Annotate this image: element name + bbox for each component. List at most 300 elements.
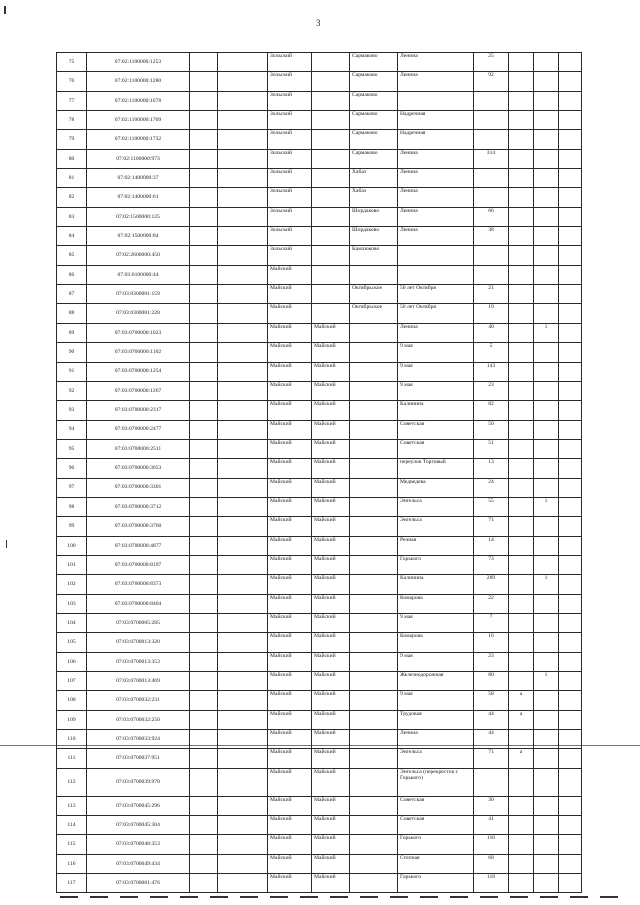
house-number: 41 [474, 816, 509, 835]
street: Ленина [398, 730, 474, 749]
locality: Майский [312, 420, 350, 439]
house-letter: а [509, 749, 534, 768]
cadastral-number: 07:03:0700000:3760 [87, 517, 190, 536]
table-row [57, 420, 582, 439]
district: Майский [268, 874, 312, 893]
table-row [57, 91, 582, 110]
house-number: 143 [474, 362, 509, 381]
street: Ленина [398, 227, 474, 246]
cadastral-number: 07:03:0700033:924 [87, 730, 190, 749]
empty-cell [190, 91, 218, 110]
street: Горького [398, 555, 474, 574]
house-number [474, 265, 509, 284]
flag-value [534, 730, 559, 749]
district: Майский [268, 478, 312, 497]
locality [312, 149, 350, 168]
cadastral-number: 07:03:0700061:476 [87, 874, 190, 893]
house-letter [509, 459, 534, 478]
cadastral-number: 07:03:0700000:8404 [87, 594, 190, 613]
street: 50 лет Октября [398, 304, 474, 323]
empty-cell [559, 672, 582, 691]
house-number: 82 [474, 401, 509, 420]
house-letter [509, 555, 534, 574]
street: Ленина [398, 53, 474, 72]
cadastral-number: 07:03:0700032:231 [87, 691, 190, 710]
table-row [57, 652, 582, 671]
table-row [57, 816, 582, 835]
district: Майский [268, 816, 312, 835]
table-row [57, 265, 582, 284]
street: Железнодорожная [398, 672, 474, 691]
cadastral-number: 07:03:0700045:304 [87, 816, 190, 835]
empty-cell [190, 246, 218, 265]
house-number: 22 [474, 594, 509, 613]
street: 9 мая [398, 691, 474, 710]
street: 9 мая [398, 613, 474, 632]
village: Октябрьское [350, 304, 398, 323]
table-row [57, 536, 582, 555]
scan-line-bottom [60, 896, 620, 898]
flag-value [534, 169, 559, 188]
empty-cell [218, 439, 268, 458]
house-letter [509, 149, 534, 168]
empty-cell [218, 362, 268, 381]
cadastral-number: 07:03:0700005:285 [87, 613, 190, 632]
row-number: 84 [57, 227, 87, 246]
house-number: 110 [474, 835, 509, 854]
locality: Майский [312, 459, 350, 478]
row-number: 93 [57, 401, 87, 420]
locality [312, 207, 350, 226]
empty-cell [218, 72, 268, 91]
table-row [57, 362, 582, 381]
district: Майский [268, 613, 312, 632]
empty-cell [190, 362, 218, 381]
empty-cell [218, 246, 268, 265]
empty-cell [559, 749, 582, 768]
house-letter [509, 130, 534, 149]
locality [312, 285, 350, 304]
row-number: 116 [57, 854, 87, 873]
house-letter [509, 169, 534, 188]
cadastral-number: 07:02:1100000:1280 [87, 72, 190, 91]
locality [312, 72, 350, 91]
empty-cell [218, 53, 268, 72]
street: Советская [398, 420, 474, 439]
locality [312, 53, 350, 72]
empty-cell [218, 835, 268, 854]
street: Ленина [398, 169, 474, 188]
flag-value [534, 265, 559, 284]
table-row [57, 130, 582, 149]
row-number: 77 [57, 91, 87, 110]
street: 9 мая [398, 381, 474, 400]
village [350, 265, 398, 284]
empty-cell [190, 401, 218, 420]
scan-mark-top-left [4, 6, 6, 14]
village [350, 730, 398, 749]
flag-value [534, 362, 559, 381]
table-row [57, 594, 582, 613]
district: Зольский [268, 53, 312, 72]
house-letter [509, 594, 534, 613]
row-number: 98 [57, 497, 87, 516]
empty-cell [190, 72, 218, 91]
table-row [57, 246, 582, 265]
empty-cell [559, 207, 582, 226]
house-letter [509, 478, 534, 497]
empty-cell [559, 517, 582, 536]
flag-value [534, 594, 559, 613]
empty-cell [218, 478, 268, 497]
empty-cell [218, 796, 268, 815]
flag-value [534, 874, 559, 893]
house-letter [509, 362, 534, 381]
row-number: 76 [57, 72, 87, 91]
district: Майский [268, 594, 312, 613]
empty-cell [190, 874, 218, 893]
empty-cell [559, 304, 582, 323]
locality: Майский [312, 439, 350, 458]
cadastral-number: 07:03:0300001:228 [87, 304, 190, 323]
flag-value [534, 439, 559, 458]
house-letter [509, 304, 534, 323]
row-number: 94 [57, 420, 87, 439]
table-row [57, 72, 582, 91]
table-row [57, 227, 582, 246]
district: Майский [268, 749, 312, 768]
district: Зольский [268, 72, 312, 91]
cadastral-number: 07:03:0300001:159 [87, 285, 190, 304]
flag-value [534, 130, 559, 149]
house-letter [509, 652, 534, 671]
house-letter [509, 420, 534, 439]
village [350, 439, 398, 458]
flag-value [534, 149, 559, 168]
empty-cell [218, 555, 268, 574]
street: 9 мая [398, 343, 474, 362]
house-letter [509, 381, 534, 400]
table-row [57, 439, 582, 458]
row-number: 88 [57, 304, 87, 323]
street: Энгельса [398, 517, 474, 536]
empty-cell [218, 768, 268, 796]
row-number: 114 [57, 816, 87, 835]
village [350, 816, 398, 835]
flag-value [534, 517, 559, 536]
empty-cell [559, 710, 582, 729]
row-number: 81 [57, 169, 87, 188]
empty-cell [190, 672, 218, 691]
table-row [57, 874, 582, 893]
village [350, 555, 398, 574]
locality: Майский [312, 517, 350, 536]
district: Майский [268, 497, 312, 516]
village: Хабаз [350, 188, 398, 207]
locality: Майский [312, 835, 350, 854]
row-number: 92 [57, 381, 87, 400]
empty-cell [190, 536, 218, 555]
row-number: 103 [57, 594, 87, 613]
village [350, 874, 398, 893]
house-number: 7 [474, 613, 509, 632]
cadastral-number: 07:03:0700000:3301 [87, 478, 190, 497]
street: Комарова [398, 633, 474, 652]
cadastral-number: 07:03:0700013:320 [87, 633, 190, 652]
empty-cell [190, 594, 218, 613]
village [350, 749, 398, 768]
house-letter [509, 227, 534, 246]
village [350, 613, 398, 632]
table-row [57, 188, 582, 207]
house-number [474, 91, 509, 110]
empty-cell [190, 478, 218, 497]
locality: Майский [312, 555, 350, 574]
table-row [57, 613, 582, 632]
row-number: 85 [57, 246, 87, 265]
cadastral-number: 07:03:0700000:2511 [87, 439, 190, 458]
flag-value [534, 536, 559, 555]
locality: Майский [312, 633, 350, 652]
row-number: 113 [57, 796, 87, 815]
table-row [57, 478, 582, 497]
empty-cell [218, 730, 268, 749]
flag-value [534, 343, 559, 362]
cadastral-number: 07:03:0700049:434 [87, 854, 190, 873]
locality: Майский [312, 796, 350, 815]
empty-cell [190, 149, 218, 168]
empty-cell [218, 401, 268, 420]
empty-cell [190, 816, 218, 835]
row-number: 112 [57, 768, 87, 796]
flag-value [534, 854, 559, 873]
locality [312, 111, 350, 130]
empty-cell [190, 381, 218, 400]
village: Сармаково [350, 149, 398, 168]
house-letter: а [509, 710, 534, 729]
district: Майский [268, 575, 312, 594]
district: Майский [268, 459, 312, 478]
table-row [57, 207, 582, 226]
village [350, 497, 398, 516]
empty-cell [559, 768, 582, 796]
village: Сармаково [350, 53, 398, 72]
village [350, 343, 398, 362]
district: Майский [268, 343, 312, 362]
empty-cell [190, 835, 218, 854]
table-row [57, 768, 582, 796]
row-number: 109 [57, 710, 87, 729]
table-row [57, 304, 582, 323]
table-row [57, 149, 582, 168]
street: Трудовая [398, 710, 474, 729]
flag-value [534, 652, 559, 671]
empty-cell [218, 343, 268, 362]
cadastral-number: 07:03:0700000:8197 [87, 555, 190, 574]
table-row [57, 285, 582, 304]
empty-cell [190, 730, 218, 749]
row-number: 104 [57, 613, 87, 632]
district: Майский [268, 536, 312, 555]
empty-cell [218, 130, 268, 149]
district: Зольский [268, 111, 312, 130]
house-letter [509, 497, 534, 516]
table-row [57, 343, 582, 362]
cadastral-number: 07:03:0700000:3712 [87, 497, 190, 516]
house-number [474, 246, 509, 265]
house-number [474, 188, 509, 207]
district: Зольский [268, 169, 312, 188]
cadastral-number: 07:03:0700032:250 [87, 710, 190, 729]
cadastral-number: 07:03:0700000:2317 [87, 401, 190, 420]
empty-cell [190, 749, 218, 768]
village [350, 796, 398, 815]
empty-cell [190, 304, 218, 323]
row-number: 78 [57, 111, 87, 130]
street: переулок Торговый [398, 459, 474, 478]
empty-cell [559, 420, 582, 439]
house-number [474, 111, 509, 130]
house-letter [509, 401, 534, 420]
house-number: 23 [474, 381, 509, 400]
house-number: 71 [474, 517, 509, 536]
village [350, 362, 398, 381]
house-number: 25 [474, 53, 509, 72]
table-row [57, 169, 582, 188]
empty-cell [559, 343, 582, 362]
flag-value [534, 633, 559, 652]
street: Энгельса [398, 749, 474, 768]
village [350, 575, 398, 594]
village [350, 652, 398, 671]
district: Майский [268, 362, 312, 381]
empty-cell [559, 149, 582, 168]
empty-cell [190, 613, 218, 632]
cadastral-number: 07:02:2600000:450 [87, 246, 190, 265]
street: Надречная [398, 111, 474, 130]
row-number: 91 [57, 362, 87, 381]
flag-value [534, 188, 559, 207]
row-number: 90 [57, 343, 87, 362]
empty-cell [218, 536, 268, 555]
row-number: 108 [57, 691, 87, 710]
cadastral-number: 07:03:0100000:44 [87, 265, 190, 284]
district: Зольский [268, 188, 312, 207]
row-number: 99 [57, 517, 87, 536]
locality: Майский [312, 710, 350, 729]
cadastral-number: 07:03:0700039:978 [87, 768, 190, 796]
house-letter: а [509, 691, 534, 710]
cadastral-number: 07:03:0700000:1023 [87, 323, 190, 342]
house-letter [509, 285, 534, 304]
empty-cell [190, 517, 218, 536]
flag-value [534, 478, 559, 497]
house-letter [509, 265, 534, 284]
cadastral-number: 07:03:0700000:8373 [87, 575, 190, 594]
house-number: 44 [474, 730, 509, 749]
district: Майский [268, 517, 312, 536]
house-number: 50 [474, 420, 509, 439]
house-letter [509, 816, 534, 835]
empty-cell [559, 575, 582, 594]
empty-cell [190, 285, 218, 304]
district: Майский [268, 730, 312, 749]
locality: Майский [312, 323, 350, 342]
table-row [57, 497, 582, 516]
empty-cell [190, 555, 218, 574]
locality: Майский [312, 594, 350, 613]
row-number: 87 [57, 285, 87, 304]
village [350, 710, 398, 729]
empty-cell [559, 72, 582, 91]
empty-cell [559, 459, 582, 478]
locality: Майский [312, 816, 350, 835]
house-letter [509, 91, 534, 110]
locality [312, 227, 350, 246]
row-number: 105 [57, 633, 87, 652]
flag-value [534, 555, 559, 574]
house-number [474, 768, 509, 796]
cadastral-number: 07:02:1100000:1678 [87, 91, 190, 110]
row-number: 83 [57, 207, 87, 226]
empty-cell [218, 874, 268, 893]
flag-value [534, 72, 559, 91]
locality: Майский [312, 401, 350, 420]
empty-cell [218, 594, 268, 613]
row-number: 102 [57, 575, 87, 594]
street: Комарова [398, 594, 474, 613]
street: 50 лет Октября [398, 285, 474, 304]
cadastral-number: 07:03:0700000:1102 [87, 343, 190, 362]
empty-cell [559, 478, 582, 497]
house-number: 23 [474, 652, 509, 671]
flag-value [534, 796, 559, 815]
empty-cell [190, 420, 218, 439]
cadastral-number: 07:03:0700000:1254 [87, 362, 190, 381]
empty-cell [190, 130, 218, 149]
empty-cell [190, 768, 218, 796]
house-letter [509, 517, 534, 536]
empty-cell [218, 323, 268, 342]
empty-cell [218, 497, 268, 516]
house-letter [509, 854, 534, 873]
district: Майский [268, 285, 312, 304]
village: Шордаково [350, 227, 398, 246]
district: Майский [268, 265, 312, 284]
house-letter [509, 613, 534, 632]
district: Майский [268, 439, 312, 458]
village [350, 691, 398, 710]
empty-cell [190, 169, 218, 188]
cadastral-number: 07:03:0700000:3053 [87, 459, 190, 478]
cadastral-number: 07:02:1500000:125 [87, 207, 190, 226]
cadastral-number: 07:02:1100000:1709 [87, 111, 190, 130]
village: Камлюково [350, 246, 398, 265]
empty-cell [559, 835, 582, 854]
village [350, 517, 398, 536]
empty-cell [559, 401, 582, 420]
empty-cell [190, 343, 218, 362]
table-row [57, 691, 582, 710]
empty-cell [190, 207, 218, 226]
empty-cell [559, 265, 582, 284]
empty-cell [218, 285, 268, 304]
house-number: 44 [474, 710, 509, 729]
flag-value: 1 [534, 323, 559, 342]
empty-cell [559, 381, 582, 400]
street: Советская [398, 816, 474, 835]
house-letter [509, 188, 534, 207]
